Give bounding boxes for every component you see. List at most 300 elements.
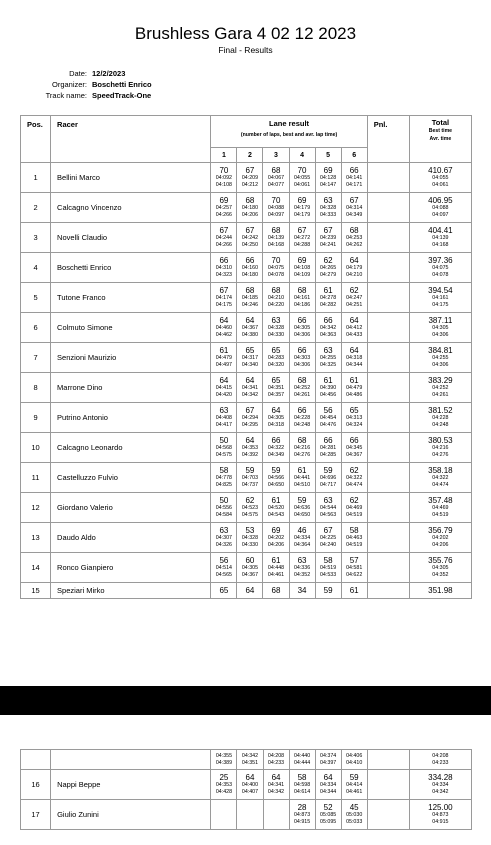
lane-cell (263, 523, 289, 553)
lane-avr-time: 04:323 (215, 272, 232, 278)
row-position: 4 (21, 253, 51, 283)
lane-best-time: 04:342 (319, 325, 337, 332)
lane-cell (315, 583, 341, 599)
lane-avr-time: 04:364 (293, 542, 311, 548)
lane-best-time: 04:778 (215, 475, 232, 482)
lane-best-time: 04:345 (346, 445, 363, 452)
lane-best-time: 04:239 (319, 235, 337, 242)
lane-avr-time: 05:033 (346, 819, 363, 825)
row-penalty (367, 193, 409, 223)
lane-laps: 64 (245, 376, 255, 386)
lane-best-time: 04:566 (267, 475, 285, 482)
lane-avr-time: 04:737 (241, 482, 259, 488)
lane-laps: 50 (219, 436, 229, 446)
lane-header-2: 2 (237, 148, 263, 163)
lane-best-time: 04:278 (319, 295, 337, 302)
lane-cell (237, 553, 263, 583)
row-racer-name: Bellini Marco (51, 163, 211, 193)
lane-cell (315, 770, 341, 800)
lane-best-time: 04:460 (215, 325, 232, 332)
lane-cell (289, 553, 315, 583)
race-meta (0, 68, 491, 101)
lane-cell (289, 583, 315, 599)
lane-cell (289, 373, 315, 403)
lane-cell (263, 433, 289, 463)
lane-avr-time: 04:206 (267, 542, 285, 548)
lane-avr-time: 04:349 (346, 212, 363, 218)
total-cell (409, 583, 471, 599)
row-racer-name: Tutone Franco (51, 283, 211, 313)
lane-laps: 67 (219, 226, 229, 236)
table-row (21, 523, 472, 553)
lane-cell (315, 463, 341, 493)
lane-best-time: 04:355 (215, 752, 233, 759)
lane-best-time: 04:283 (267, 355, 285, 362)
lane-cell (315, 163, 341, 193)
row-penalty (367, 463, 409, 493)
total-best-time: 04:216 (432, 445, 449, 452)
row-position: 2 (21, 193, 51, 223)
lane-laps: 65 (271, 376, 281, 386)
lane-laps: 65 (349, 406, 359, 416)
lane-cell (211, 770, 237, 800)
table-row (21, 313, 472, 343)
row-position: 11 (21, 463, 51, 493)
lane-best-time: 04:242 (241, 235, 259, 242)
lane-laps: 59 (323, 466, 333, 476)
lane-avr-time: 04:650 (293, 512, 311, 518)
lane-cell (237, 463, 263, 493)
row-position: 1 (21, 163, 51, 193)
lane-cell (341, 193, 367, 223)
lane-best-time: 04:336 (293, 565, 311, 572)
lane-cell (211, 163, 237, 193)
lane-cell (237, 193, 263, 223)
lane-laps: 66 (245, 256, 255, 266)
total-value: 334.28 (428, 773, 453, 783)
lane-cell (211, 373, 237, 403)
lane-best-time: 04:257 (215, 205, 232, 212)
total-cell (409, 223, 471, 253)
lane-laps: 61 (323, 286, 333, 296)
table-row (21, 553, 472, 583)
lane-laps: 61 (323, 376, 333, 386)
lane-laps: 64 (245, 436, 255, 446)
row-racer-name: Daudo Aldo (51, 523, 211, 553)
lane-laps: 69 (297, 256, 307, 266)
lane-best-time: 04:305 (241, 565, 259, 572)
lane-cell (315, 193, 341, 223)
lane-avr-time: 04:474 (346, 482, 363, 488)
lane-cell (315, 253, 341, 283)
lane-best-time: 04:514 (215, 565, 232, 572)
total-cell (409, 463, 471, 493)
lane-laps: 67 (245, 406, 255, 416)
lane-cell (263, 403, 289, 433)
lane-cell (211, 223, 237, 253)
lane-avr-time: 04:344 (346, 362, 363, 368)
row-position: 13 (21, 523, 51, 553)
lane-laps: 68 (271, 586, 281, 595)
report-subtitle: Final - Results (218, 45, 273, 55)
total-best-time: 04:139 (432, 235, 449, 242)
row-racer-name: Novelli Claudio (51, 223, 211, 253)
total-value: 406.95 (428, 196, 453, 206)
lane-avr-time: 04:397 (320, 759, 337, 766)
lane-best-time: 04:252 (293, 385, 311, 392)
lane-cell (237, 343, 263, 373)
meta-organizer (0, 79, 491, 90)
total-cell (409, 800, 471, 830)
lane-cell (315, 343, 341, 373)
lane-avr-time: 04:295 (241, 422, 259, 428)
lane-cell (289, 403, 315, 433)
total-avr-time: 04:097 (432, 212, 449, 218)
lane-cell (341, 313, 367, 343)
lane-cell (263, 800, 289, 830)
lane-cell (289, 283, 315, 313)
lane-laps: 68 (297, 436, 307, 446)
row-racer-name: Castelluzzo Fulvio (51, 463, 211, 493)
lane-avr-time: 04:340 (241, 362, 259, 368)
lane-cell (341, 493, 367, 523)
lane-avr-time: 04:212 (241, 182, 259, 188)
row-racer-name: Nappi Beppe (51, 770, 211, 800)
lane-avr-time: 04:410 (346, 759, 363, 766)
lane-best-time: 04:703 (241, 475, 259, 482)
lane-cell (341, 433, 367, 463)
row-position: 8 (21, 373, 51, 403)
lane-cell (263, 493, 289, 523)
lane-avr-time: 04:380 (241, 332, 259, 338)
lane-laps: 63 (323, 496, 333, 506)
total-value: 381.52 (428, 406, 453, 416)
total-avr-time: 04:061 (432, 182, 449, 188)
lane-best-time: 04:696 (319, 475, 337, 482)
lane-best-time: 04:310 (215, 265, 232, 272)
lane-best-time: 04:440 (293, 752, 311, 759)
lane-laps: 65 (219, 586, 229, 595)
lane-laps: 59 (245, 466, 255, 476)
lane-best-time: 04:294 (241, 415, 259, 422)
lane-avr-time: 04:220 (267, 302, 285, 308)
lane-avr-time: 04:563 (319, 512, 337, 518)
lane-best-time: 04:228 (293, 415, 311, 422)
lane-avr-time: 04:389 (215, 759, 233, 766)
table-row (21, 433, 472, 463)
row-racer-name: Speziari Mirko (51, 583, 211, 599)
total-best-time: 04:228 (432, 415, 449, 422)
lane-laps: 64 (219, 376, 229, 386)
row-racer-name: Colmuto Simone (51, 313, 211, 343)
lane-cell (211, 553, 237, 583)
lane-best-time: 04:160 (241, 265, 259, 272)
lane-cell (341, 750, 367, 770)
total-best-time: 04:334 (432, 782, 449, 789)
table-row (21, 223, 472, 253)
lane-laps: 61 (271, 556, 281, 566)
lane-cell (315, 493, 341, 523)
lane-best-time: 04:179 (346, 265, 363, 272)
total-value: 355.76 (428, 556, 453, 566)
total-best-time: 04:208 (432, 752, 449, 759)
lane-cell (211, 313, 237, 343)
lane-avr-time: 04:320 (267, 362, 285, 368)
total-value: 125.00 (428, 803, 453, 813)
lane-cell (211, 403, 237, 433)
lane-cell (289, 800, 315, 830)
lane-best-time: 04:479 (215, 355, 232, 362)
lane-avr-time: 04:342 (241, 392, 259, 398)
row-position: 10 (21, 433, 51, 463)
lane-laps: 66 (297, 316, 307, 326)
lane-best-time: 04:322 (346, 475, 363, 482)
lane-avr-time: 04:519 (346, 512, 363, 518)
lane-avr-time: 04:825 (215, 482, 232, 488)
lane-laps: 64 (349, 346, 359, 356)
lane-best-time: 04:328 (267, 325, 285, 332)
lane-cell (211, 433, 237, 463)
lane-laps: 65 (271, 346, 281, 356)
lane-avr-time: 04:456 (319, 392, 337, 398)
lane-avr-time: 04:533 (319, 572, 337, 578)
total-value: 356.79 (428, 526, 453, 536)
lane-best-time: 04:520 (267, 505, 285, 512)
lane-cell (289, 253, 315, 283)
lane-cell (263, 770, 289, 800)
total-avr-time: 04:306 (432, 362, 449, 368)
lane-cell (263, 283, 289, 313)
lane-avr-time: 04:147 (319, 182, 337, 188)
lane-laps: 59 (323, 586, 333, 595)
lane-cell (289, 493, 315, 523)
total-avr-time: 04:175 (432, 302, 449, 308)
lane-avr-time: 04:497 (215, 362, 232, 368)
header-lane-result-sub: (number of laps, best and avr. lap time) (240, 132, 338, 138)
lane-avr-time: 04:486 (346, 392, 363, 398)
lane-laps: 63 (219, 406, 229, 416)
row-racer-name: Senzioni Maurizio (51, 343, 211, 373)
row-penalty (367, 373, 409, 403)
lane-laps: 61 (271, 496, 281, 506)
lane-cell (263, 343, 289, 373)
lane-best-time: 04:353 (241, 445, 259, 452)
lane-best-time: 04:185 (241, 295, 259, 302)
lane-laps: 69 (323, 166, 333, 176)
lane-laps: 68 (297, 286, 307, 296)
total-best-time: 04:055 (432, 175, 449, 182)
lane-cell (211, 343, 237, 373)
lane-avr-time: 05:095 (320, 819, 337, 825)
lane-laps: 68 (245, 196, 255, 206)
lane-avr-time: 04:285 (319, 452, 337, 458)
lane-laps: 61 (297, 466, 307, 476)
lane-cell (263, 463, 289, 493)
row-racer-name: Boschetti Enrico (51, 253, 211, 283)
lane-avr-time: 04:519 (346, 542, 363, 548)
lane-laps: 59 (349, 773, 359, 783)
meta-organizer-label: Organizer: (51, 80, 87, 89)
lane-avr-time: 04:210 (346, 272, 363, 278)
lane-header-1: 1 (211, 148, 237, 163)
lane-laps: 62 (349, 466, 359, 476)
lane-laps: 68 (271, 226, 281, 236)
lane-laps: 69 (297, 196, 307, 206)
total-best-time: 04:322 (432, 475, 449, 482)
lane-avr-time: 04:251 (346, 302, 363, 308)
total-best-time: 04:252 (432, 385, 449, 392)
table-row (21, 163, 472, 193)
lane-best-time: 04:108 (293, 265, 311, 272)
total-cell (409, 193, 471, 223)
total-value: 397.36 (428, 256, 453, 266)
row-racer-name: Giulio Zunini (51, 800, 211, 830)
row-position: 15 (21, 583, 51, 599)
total-best-time: 04:161 (432, 295, 449, 302)
lane-laps: 68 (245, 286, 255, 296)
table-row (21, 493, 472, 523)
total-cell (409, 313, 471, 343)
lane-best-time: 05:085 (320, 812, 337, 819)
lane-avr-time: 04:180 (241, 272, 259, 278)
lane-cell (211, 523, 237, 553)
lane-avr-time: 04:097 (267, 212, 285, 218)
lane-best-time: 04:334 (320, 782, 337, 789)
lane-cell (237, 313, 263, 343)
total-value: 387.11 (428, 316, 453, 326)
lane-best-time: 04:208 (267, 752, 285, 759)
lane-best-time: 04:581 (346, 565, 363, 572)
lane-laps: 64 (245, 316, 255, 326)
lane-best-time: 04:265 (319, 265, 337, 272)
row-position: 16 (21, 770, 51, 800)
lane-best-time: 04:519 (319, 565, 337, 572)
table-row-continued (21, 750, 472, 770)
lane-avr-time: 04:306 (293, 362, 311, 368)
row-racer-name (51, 750, 211, 770)
lane-laps: 46 (297, 526, 307, 536)
table-row (21, 283, 472, 313)
lane-avr-time: 04:078 (267, 272, 285, 278)
report-title: Brushless Gara 4 02 12 2023 (134, 24, 357, 43)
lane-avr-time: 04:240 (319, 542, 337, 548)
total-value: 383.29 (428, 376, 453, 386)
lane-laps: 67 (297, 226, 307, 236)
lane-best-time: 04:408 (215, 415, 232, 422)
lane-laps: 66 (297, 406, 307, 416)
lane-avr-time: 04:233 (267, 759, 285, 766)
row-position: 3 (21, 223, 51, 253)
row-position: 12 (21, 493, 51, 523)
lane-cell (263, 750, 289, 770)
lane-best-time: 04:313 (346, 415, 363, 422)
lane-cell (211, 800, 237, 830)
lane-cell (341, 253, 367, 283)
row-racer-name: Putrino Antonio (51, 403, 211, 433)
lane-avr-time: 04:326 (215, 542, 232, 548)
lane-best-time: 04:351 (267, 385, 285, 392)
total-best-time: 04:255 (432, 355, 449, 362)
lane-laps: 63 (219, 526, 229, 536)
lane-best-time: 04:415 (215, 385, 232, 392)
lane-cell (315, 223, 341, 253)
lane-avr-time: 04:171 (346, 182, 363, 188)
table-row (21, 253, 472, 283)
total-value: 358.18 (428, 466, 453, 476)
lane-cell (289, 193, 315, 223)
lane-best-time: 04:353 (215, 782, 233, 789)
lane-cell (315, 553, 341, 583)
lane-avr-time: 04:367 (241, 572, 259, 578)
lane-cell (315, 313, 341, 343)
lane-cell (211, 283, 237, 313)
lane-cell (211, 750, 237, 770)
lane-avr-time: 04:168 (267, 242, 285, 248)
row-penalty (367, 343, 409, 373)
total-cell (409, 750, 471, 770)
lane-avr-time: 04:282 (319, 302, 337, 308)
lane-best-time: 04:479 (346, 385, 363, 392)
lane-best-time: 04:088 (267, 205, 285, 212)
total-value: 404.41 (428, 226, 453, 236)
lane-cell (289, 770, 315, 800)
lane-laps: 68 (271, 286, 281, 296)
total-cell (409, 283, 471, 313)
lane-best-time: 04:307 (215, 535, 232, 542)
lane-best-time: 04:544 (319, 505, 337, 512)
lane-cell (211, 193, 237, 223)
total-best-time: 04:469 (432, 505, 449, 512)
results-body (21, 163, 472, 599)
row-penalty (367, 553, 409, 583)
lane-laps: 64 (271, 406, 281, 416)
header-total-best: Best time (428, 128, 453, 134)
lane-cell (237, 750, 263, 770)
lane-avr-time: 04:288 (293, 242, 311, 248)
meta-track (0, 90, 491, 101)
row-penalty (367, 163, 409, 193)
lane-cell (315, 523, 341, 553)
total-best-time: 04:075 (432, 265, 449, 272)
header-total-avr: Avr. time (429, 136, 452, 142)
lane-cell (237, 163, 263, 193)
lane-cell (341, 283, 367, 313)
total-cell (409, 253, 471, 283)
lane-avr-time: 04:077 (267, 182, 285, 188)
lane-avr-time: 04:186 (293, 302, 311, 308)
lane-best-time: 04:322 (267, 445, 285, 452)
lane-laps: 69 (271, 526, 281, 536)
lane-avr-time: 04:614 (293, 789, 311, 795)
lane-best-time: 04:441 (293, 475, 311, 482)
lane-laps: 56 (323, 406, 333, 416)
lane-avr-time: 04:333 (319, 212, 337, 218)
lane-avr-time: 04:915 (293, 819, 311, 825)
lane-cell (341, 523, 367, 553)
lane-cell (211, 253, 237, 283)
lane-best-time: 04:179 (293, 205, 311, 212)
lane-avr-time: 04:330 (241, 542, 259, 548)
lane-laps: 60 (245, 556, 255, 566)
lane-laps: 67 (349, 196, 359, 206)
meta-date-value: 12/2/2023 (92, 69, 126, 78)
lane-best-time: 04:303 (293, 355, 311, 362)
lane-laps: 62 (349, 496, 359, 506)
lane-laps: 63 (323, 346, 333, 356)
lane-laps: 58 (323, 556, 333, 566)
lane-cell (341, 373, 367, 403)
lane-avr-time: 04:565 (215, 572, 232, 578)
